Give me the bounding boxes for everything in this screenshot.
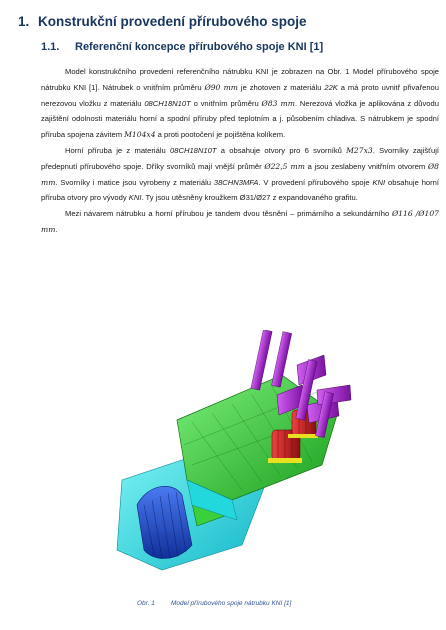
math-run: Ø83 mm [261, 98, 295, 108]
subsection-title: Referenční koncepce přírubového spoje KNI [1] [75, 41, 324, 53]
math-run: Ø22,5 mm [264, 161, 305, 171]
math-run: M104x4 [124, 130, 156, 140]
text-run: . Ty jsou utěsněny kroužkem Ø31/Ø27 z expandovaného grafitu. [141, 193, 358, 203]
text-run: a jsou zeslabeny vnitřním otvorem [304, 161, 428, 171]
text-run: Mezi návarem nátrubku a horní přírubou je tandem dvou těsnění – primárního a sekundárního [65, 209, 392, 219]
paragraph-2 [41, 143, 439, 206]
text-run: . Svorníky i matice jsou vyrobeny z materiálu [55, 177, 214, 187]
material-run: 08CH18N10T [170, 145, 217, 155]
material-run: KNI [372, 177, 386, 187]
math-run: Ø90 mm [204, 82, 239, 92]
paragraph-3 [41, 206, 439, 238]
flange-joint-model-figure [92, 330, 362, 580]
body-text [41, 64, 439, 238]
material-run: KNI [128, 193, 142, 203]
figure-label: Obr. 1 [137, 600, 155, 607]
text-run: a obsahuje otvory pro 6 svorníků [216, 145, 347, 155]
washer [268, 458, 302, 463]
section-title: Konstrukční provedení přírubového spoje [38, 14, 307, 29]
text-run: Model konstrukčního provedení referenčního nátrubku KNI je zobrazen na Obr. 1 Model přírubového spoje nátrubku KNI [1]. Nátrubek o vnitřním průměru [41, 67, 439, 92]
section-heading [18, 14, 307, 29]
bolt-stud [317, 385, 351, 405]
text-run: a proti pootočení je pojištěna kolíkem. [155, 130, 286, 140]
material-run: 38CHN3MFA [213, 177, 259, 187]
text-run: . Svorníky zajišťují předepnutí přírubového spoje. Dříky svorníků mají vnější průměr [41, 145, 439, 171]
washer [288, 434, 318, 438]
math-run: Ø116 /Ø107 mm [41, 209, 439, 234]
math-run: Ø8 mm [41, 161, 439, 187]
section-number: 1. [18, 14, 30, 29]
figure-caption-text: Model přírubového spoje nátrubku KNI [1] [171, 600, 292, 607]
text-run: Horní příruba je z materiálu [65, 145, 171, 155]
text-run: obsahuje horní příruba otvory pro vývody [41, 177, 439, 203]
material-run: 08CH18N10T [144, 98, 191, 108]
math-run: M27x3 [346, 145, 373, 155]
figure-caption [137, 600, 291, 607]
text-run: . Nerezová vložka je aplikována z důvodu zajištění odolnosti materiálu horní a spodní příruby před teplotním a j. působením chladiva. S nátrubkem je spodní příruba spojena závitem [41, 98, 439, 140]
text-run: je zhotoven z materiálu [238, 82, 325, 92]
text-run: . [55, 224, 58, 234]
text-run: . V provedení přírubového spoje [258, 177, 373, 187]
subsection-number: 1.1. [41, 41, 60, 53]
text-run: o vnitřním průměru [190, 98, 262, 108]
paragraph-1 [41, 64, 439, 143]
text-run: a má proto uvnitř přivařenou nerezovou vložku z materiálu [41, 82, 439, 108]
subsection-heading [41, 41, 323, 53]
material-run: 22K [324, 82, 338, 92]
outlet-tube [271, 332, 291, 388]
